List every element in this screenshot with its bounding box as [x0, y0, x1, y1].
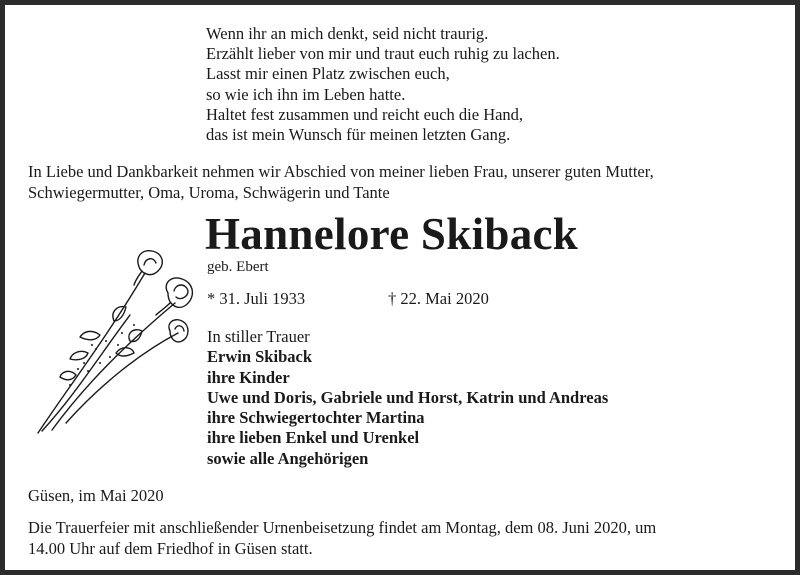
poem-line: Lasst mir einen Platz zwischen euch,	[206, 64, 450, 84]
intro-line: In Liebe und Dankbarkeit nehmen wir Abschied von meiner lieben Frau, unserer guten Mutter,	[28, 162, 654, 181]
maiden-name: geb. Ebert	[207, 259, 269, 275]
poem-line: Wenn ihr an mich denkt, seid nicht traurig.	[206, 24, 489, 43]
poem-line: das ist mein Wunsch für meinen letzten Gang.	[206, 125, 511, 145]
poem-line: so wie ich ihn im Leben hatte.	[206, 84, 406, 104]
funeral-info	[28, 517, 784, 559]
deceased-name: Hannelore Skiback	[205, 209, 579, 259]
mourner-line: Uwe und Doris, Gabriele und Horst, Katrin und Andreas	[207, 387, 609, 407]
poem	[206, 24, 560, 145]
birth-date: * 31. Juli 1933	[207, 289, 306, 308]
funeral-line: Die Trauerfeier mit anschließender Urnenbeisetzung findet am Montag, dem 08. Juni 2020, um	[28, 518, 657, 537]
death-date: † 22. Mai 2020	[388, 289, 489, 308]
intro-line: Schwiegermutter, Oma, Uroma, Schwägerin und Tante	[28, 183, 390, 202]
mourners-heading: In stiller Trauer	[207, 327, 310, 346]
mourner-line: ihre lieben Enkel und Urenkel	[207, 428, 420, 448]
mourner-line: sowie alle Angehörigen	[207, 448, 369, 468]
mourner-line: ihre Kinder	[207, 367, 290, 387]
roses-icon	[30, 245, 205, 440]
poem-line: Haltet fest zusammen und reicht euch die Hand,	[206, 104, 524, 124]
mourner-line: Erwin Skiback	[207, 347, 312, 367]
funeral-line: 14.00 Uhr auf dem Friedhof in Güsen statt.	[28, 539, 313, 558]
poem-line: Erzählt lieber von mir und traut euch ruhig zu lachen.	[206, 44, 560, 64]
intro-text	[28, 161, 784, 203]
place-date: Güsen, im Mai 2020	[28, 486, 164, 505]
mourner-line: ihre Schwiegertochter Martina	[207, 408, 425, 428]
mourners-block	[207, 327, 608, 469]
